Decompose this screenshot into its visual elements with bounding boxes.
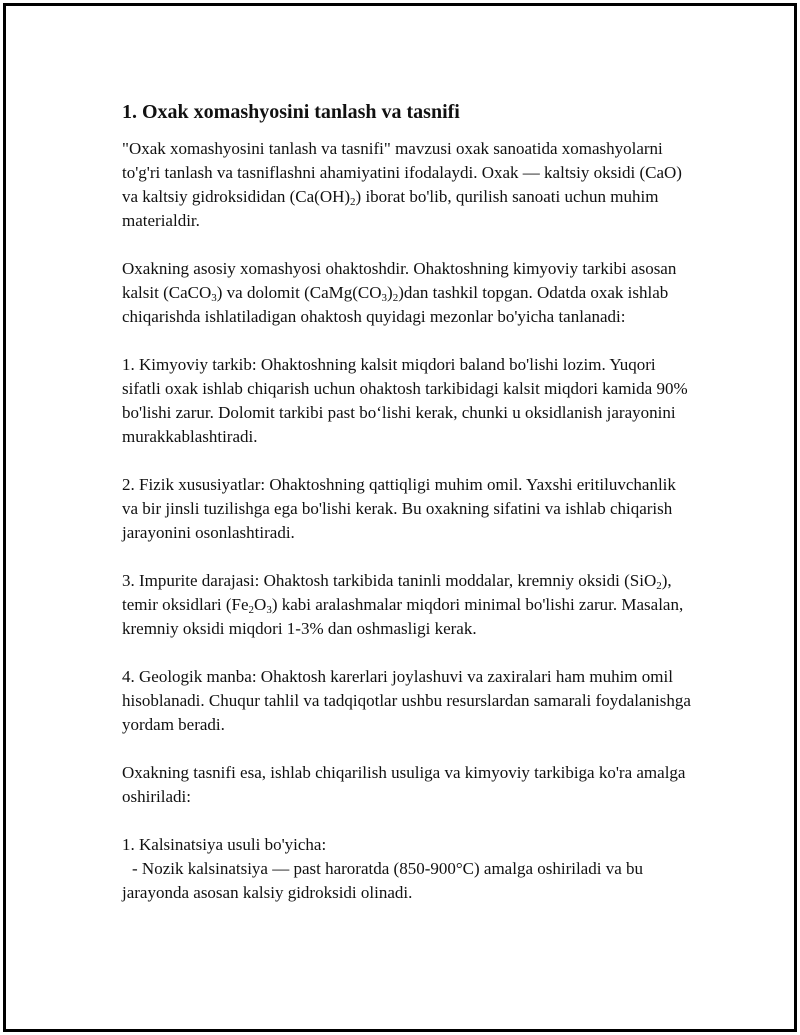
criteria-physical-properties: 2. Fizik xususiyatlar: Ohaktoshning qattiqligi muhim omil. Yaxshi eritiluvchanlik va bir jinsli tuzilishga ega bo'lishi kerak. Bu oxakning sifatini va ishlab chiqarish jarayonini osonlashtiradi. [122,475,676,542]
classification-heading-calcination: 1. Kalsinatsiya usuli bo'yicha: [122,835,327,854]
section-title: 1. Oxak xomashyosini tanlash va tasnifi [122,101,460,123]
criteria-chemical-composition: 1. Kimyoviy tarkib: Ohaktoshning kalsit miqdori baland bo'lishi lozim. Yuqori sifatli oxak ishlab chiqarish uchun ohaktosh tarkibidagi kalsit miqdori kamida 90% bo'lishi zarur. Dolomit tarkibi past bo‘lishi kerak, chunki u oksidlanish jarayonini murakkablashtiradi. [122,355,688,446]
page-frame [3,3,797,1032]
intro-paragraph: "Oxak xomashyosini tanlash va tasnifi" mavzusi oxak sanoatida xomashyolarni to'g'ri tanlash va tasniflashni ahamiyatini ifodalaydi. Oxak — kaltsiy oksidi (CaO) va kaltsiy gidroksididan $(Ca(OH)_2)$ iborat bo'lib, qurilish sanoati uchun muhim materialdir. [122,139,682,230]
raw-material-paragraph: Oxakning asosiy xomashyosi ohaktoshdir. Ohaktoshning kimyoviy tarkibi asosan kalsit (CaCO$_3$) va dolomit $(CaMg(CO_3)_2)dan$ tashkil topgan. Odatda oxak ishlab chiqarishda ishlatiladigan ohaktosh quyidagi mezonlar bo'yicha tanlanadi: [122,259,677,326]
document-body [122,98,692,905]
criteria-impurity-level: 3. Impurite darajasi: Ohaktosh tarkibida taninli moddalar, kremniy oksidi (SiO$_2$), temir oksidlari $(Fe_2O_3)$ kabi aralashmalar miqdori minimal bo'lishi zarur. Masalan, kremniy oksidi miqdori 1-3% dan oshmasligi kerak. [122,571,684,638]
classification-item-fine-calcination: - Nozik kalsinatsiya — past haroratda (850-900°C) amalga oshiriladi va bu jarayonda asosan kalsiy gidroksidi olinadi. [122,859,643,902]
classification-intro: Oxakning tasnifi esa, ishlab chiqarilish usuliga va kimyoviy tarkibiga ko'ra amalga oshiriladi: [122,763,686,806]
criteria-geological-source: 4. Geologik manba: Ohaktosh karerlari joylashuvi va zaxiralari ham muhim omil hisoblanadi. Chuqur tahlil va tadqiqotlar ushbu resurslardan samarali foydalanishga yordam beradi. [122,667,691,734]
